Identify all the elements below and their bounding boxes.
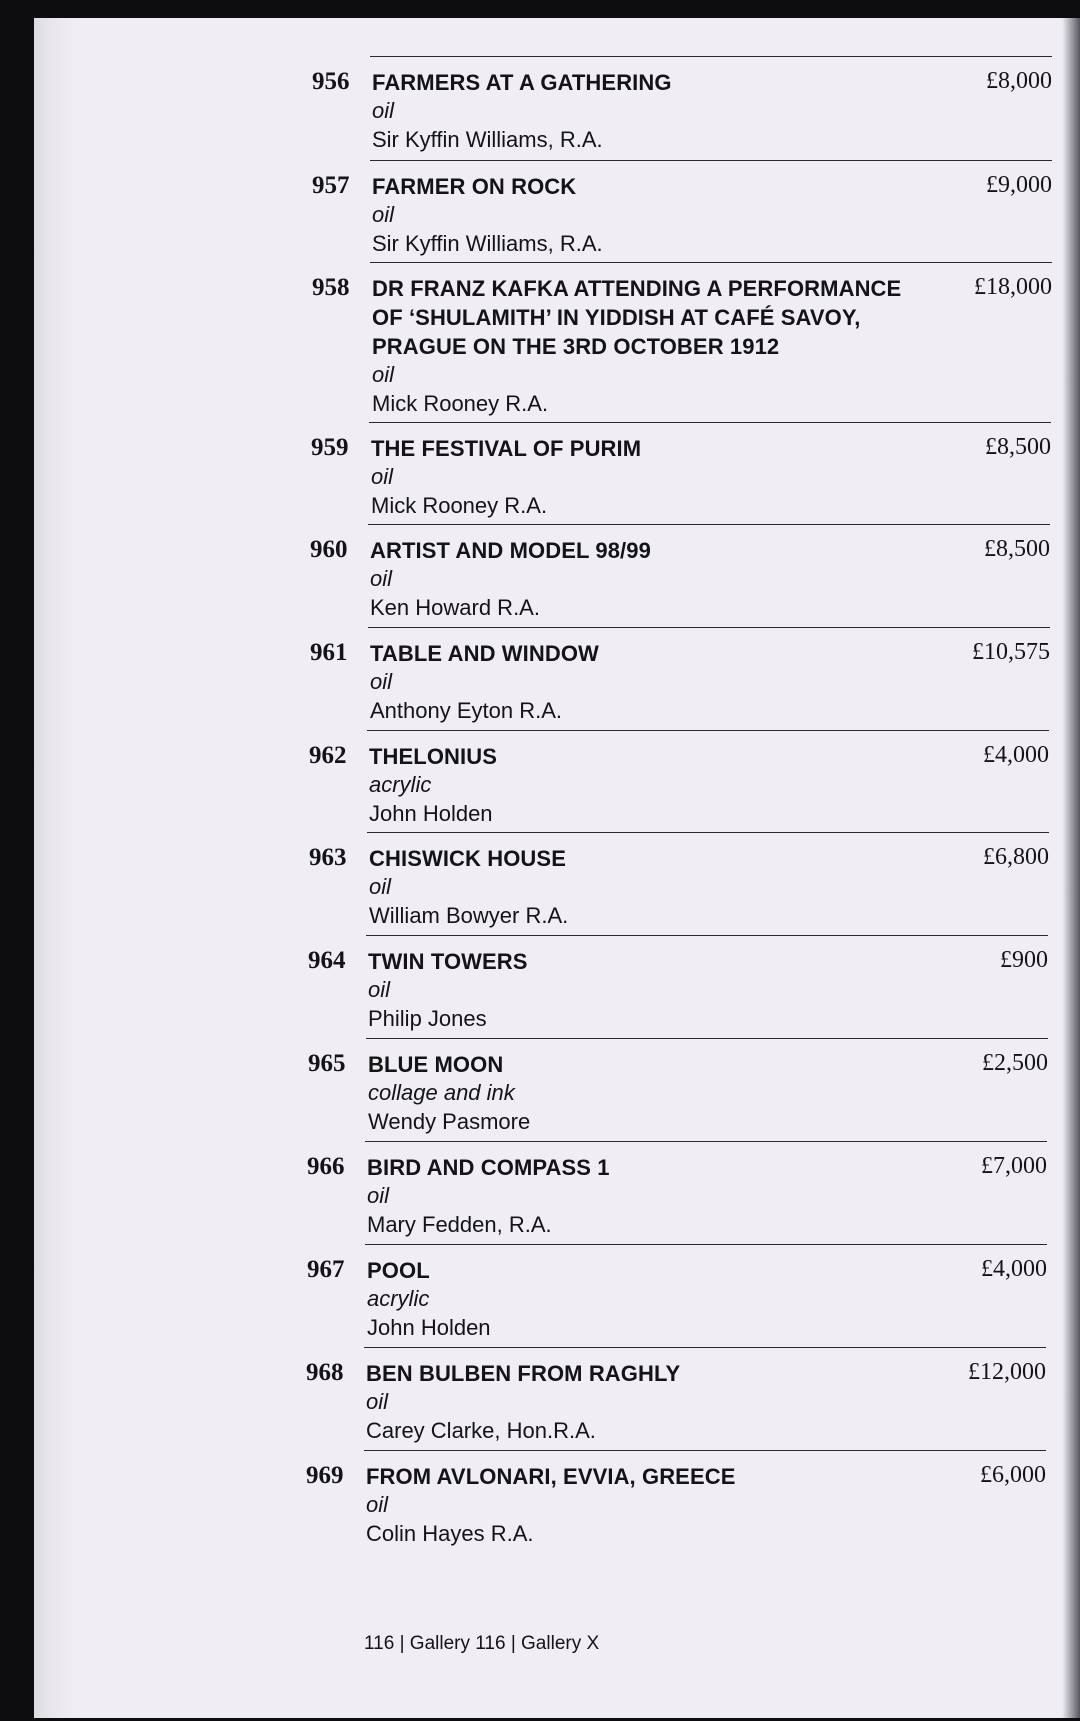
entry-price: £6,800 — [983, 844, 1049, 870]
entry-rule — [367, 832, 1049, 833]
entry-number: 969 — [306, 1462, 344, 1489]
entry-medium: oil — [369, 874, 392, 899]
entry-number: 962 — [309, 742, 347, 769]
entry-price: £10,575 — [972, 639, 1050, 665]
entry-rule — [370, 56, 1052, 57]
entry-number: 963 — [309, 844, 347, 871]
entry-artist: John Holden — [369, 801, 493, 826]
entry-rule — [364, 1450, 1046, 1451]
entry-title: CHISWICK HOUSE — [369, 846, 566, 871]
entry-price: £12,000 — [968, 1359, 1046, 1385]
entry-rule — [367, 730, 1049, 731]
entry-medium: oil — [366, 1389, 389, 1414]
entry-artist: William Bowyer R.A. — [369, 903, 569, 928]
entry-price: £7,000 — [981, 1153, 1047, 1179]
entry-title: FROM AVLONARI, EVVIA, GREECE — [366, 1464, 736, 1489]
entry-medium: collage and ink — [368, 1080, 515, 1105]
entry-medium: acrylic — [369, 772, 432, 797]
entry-rule — [368, 627, 1050, 628]
entry-price: £900 — [1000, 947, 1048, 973]
entry-price: £4,000 — [981, 1256, 1047, 1282]
entry-title: THELONIUS — [369, 744, 498, 769]
entry-title: THE FESTIVAL OF PURIM — [371, 436, 642, 461]
entry-artist: Sir Kyffin Williams, R.A. — [372, 127, 603, 152]
entry-artist: John Holden — [367, 1315, 491, 1340]
entry-artist: Sir Kyffin Williams, R.A. — [372, 231, 603, 256]
entry-title: BIRD AND COMPASS 1 — [367, 1155, 610, 1180]
binding-shadow — [1062, 18, 1080, 1718]
entry-medium: oil — [370, 669, 393, 694]
entry-rule — [369, 422, 1051, 423]
entry-artist: Mary Fedden, R.A. — [367, 1212, 552, 1237]
entry-artist: Ken Howard R.A. — [370, 595, 540, 620]
entry-artist: Colin Hayes R.A. — [366, 1521, 534, 1546]
entry-medium: acrylic — [367, 1286, 430, 1311]
entry-number: 958 — [312, 274, 350, 301]
entry-title: TABLE AND WINDOW — [370, 641, 599, 666]
entry-rule — [364, 1347, 1046, 1348]
entry-number: 967 — [307, 1256, 345, 1283]
entry-rule — [370, 262, 1052, 263]
entry-medium: oil — [372, 362, 395, 387]
entry-price: £18,000 — [974, 274, 1052, 300]
entry-price: £8,500 — [984, 536, 1050, 562]
entry-medium: oil — [372, 202, 395, 227]
entry-number: 957 — [312, 172, 350, 199]
entry-rule — [366, 935, 1048, 936]
entry-title: BLUE MOON — [368, 1052, 504, 1077]
entry-medium: oil — [366, 1492, 389, 1517]
entry-artist: Anthony Eyton R.A. — [370, 698, 562, 723]
entry-number: 961 — [310, 639, 348, 666]
entry-artist: Philip Jones — [368, 1006, 487, 1031]
entry-number: 956 — [312, 68, 350, 95]
entry-medium: oil — [367, 1183, 390, 1208]
entry-rule — [368, 524, 1050, 525]
entry-price: £6,000 — [980, 1462, 1046, 1488]
entry-rule — [366, 1038, 1048, 1039]
page-edge — [34, 18, 76, 1718]
entry-medium: oil — [371, 464, 394, 489]
entry-artist: Mick Rooney R.A. — [372, 391, 549, 416]
entry-artist: Wendy Pasmore — [368, 1109, 531, 1134]
entry-rule — [365, 1141, 1047, 1142]
entry-number: 965 — [308, 1050, 346, 1077]
page-footer: 116 | Gallery 116 | Gallery X — [364, 1633, 600, 1654]
entry-number: 959 — [311, 434, 349, 461]
entry-number: 968 — [306, 1359, 344, 1386]
entry-title: DR FRANZ KAFKA ATTENDING A PERFORMANCE OF ‘SHULAMITH’ IN YIDDISH AT CAFÉ SAVOY, PRAGUE ON THE 3RD OCTOBER 1912 — [372, 276, 902, 359]
entry-artist: Carey Clarke, Hon.R.A. — [366, 1418, 596, 1443]
entry-title: FARMERS AT A GATHERING — [372, 70, 672, 95]
entry-price: £8,000 — [986, 68, 1052, 94]
entry-medium: oil — [368, 977, 391, 1002]
entry-rule — [370, 160, 1052, 161]
entry-price: £4,000 — [983, 742, 1049, 768]
entry-title: ARTIST AND MODEL 98/99 — [370, 538, 651, 563]
entry-number: 964 — [308, 947, 346, 974]
entry-title: FARMER ON ROCK — [372, 174, 577, 199]
entry-rule — [365, 1244, 1047, 1245]
entry-number: 966 — [307, 1153, 345, 1180]
entry-price: £2,500 — [982, 1050, 1048, 1076]
entry-price: £8,500 — [985, 434, 1051, 460]
entry-number: 960 — [310, 536, 348, 563]
entry-title: POOL — [367, 1258, 430, 1283]
entry-price: £9,000 — [986, 172, 1052, 198]
entry-title: TWIN TOWERS — [368, 949, 528, 974]
entry-medium: oil — [370, 566, 393, 591]
entry-title: BEN BULBEN FROM RAGHLY — [366, 1361, 681, 1386]
entry-medium: oil — [372, 98, 395, 123]
entry-artist: Mick Rooney R.A. — [371, 493, 548, 518]
